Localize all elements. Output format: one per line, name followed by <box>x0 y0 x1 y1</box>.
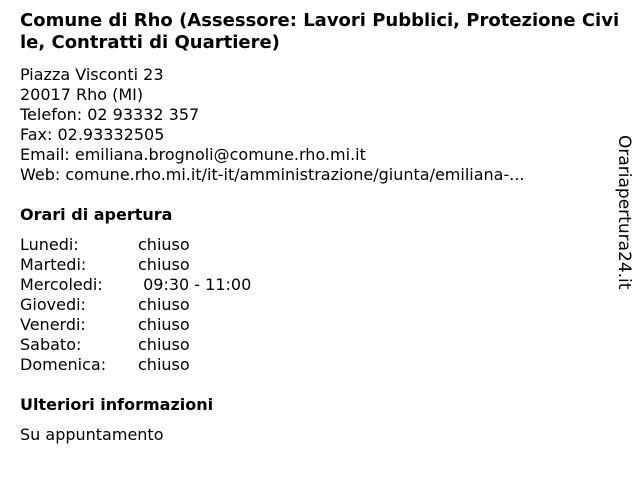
hours-row-tuesday <box>20 255 620 275</box>
email-address: Email: emiliana.brognoli@comune.rho.mi.it <box>20 145 366 164</box>
day-hours: chiuso <box>138 235 190 254</box>
street-address: Piazza Visconti 23 <box>20 65 164 84</box>
site-watermark: Orariapertura24.it <box>614 135 634 290</box>
further-info-text: Su appuntamento <box>20 425 164 444</box>
city-address: 20017 Rho (MI) <box>20 85 144 104</box>
contact-block <box>20 65 620 185</box>
hours-row-monday <box>20 235 620 255</box>
day-hours: chiuso <box>138 295 190 314</box>
day-hours: chiuso <box>138 315 190 334</box>
phone-number: Telefon: 02 93332 357 <box>20 105 200 124</box>
day-label: Mercoledi: <box>20 275 103 294</box>
hours-row-saturday <box>20 335 620 355</box>
website-link[interactable]: Web: comune.rho.mi.it/it-it/amministrazione/giunta/emiliana-... <box>20 165 525 184</box>
page-content <box>20 10 620 445</box>
day-label: Martedi: <box>20 255 87 274</box>
page-title: Comune di Rho (Assessore: Lavori Pubblici, Protezione Civile, Contratti di Quartiere) <box>20 10 620 53</box>
hours-row-thursday <box>20 295 620 315</box>
day-hours: chiuso <box>138 355 190 374</box>
day-label: Lunedi: <box>20 235 79 254</box>
day-hours: 09:30 - 11:00 <box>138 275 252 294</box>
day-label: Venerdi: <box>20 315 86 334</box>
hours-row-wednesday <box>20 275 620 295</box>
day-label: Giovedi: <box>20 295 86 314</box>
day-hours: chiuso <box>138 255 190 274</box>
day-label: Sabato: <box>20 335 82 354</box>
opening-hours-heading: Orari di apertura <box>20 205 173 224</box>
opening-hours-table <box>20 235 620 375</box>
hours-row-friday <box>20 315 620 335</box>
hours-row-sunday <box>20 355 620 375</box>
day-hours: chiuso <box>138 335 190 354</box>
fax-number: Fax: 02.93332505 <box>20 125 165 144</box>
further-info-heading: Ulteriori informazioni <box>20 395 214 414</box>
day-label: Domenica: <box>20 355 107 374</box>
